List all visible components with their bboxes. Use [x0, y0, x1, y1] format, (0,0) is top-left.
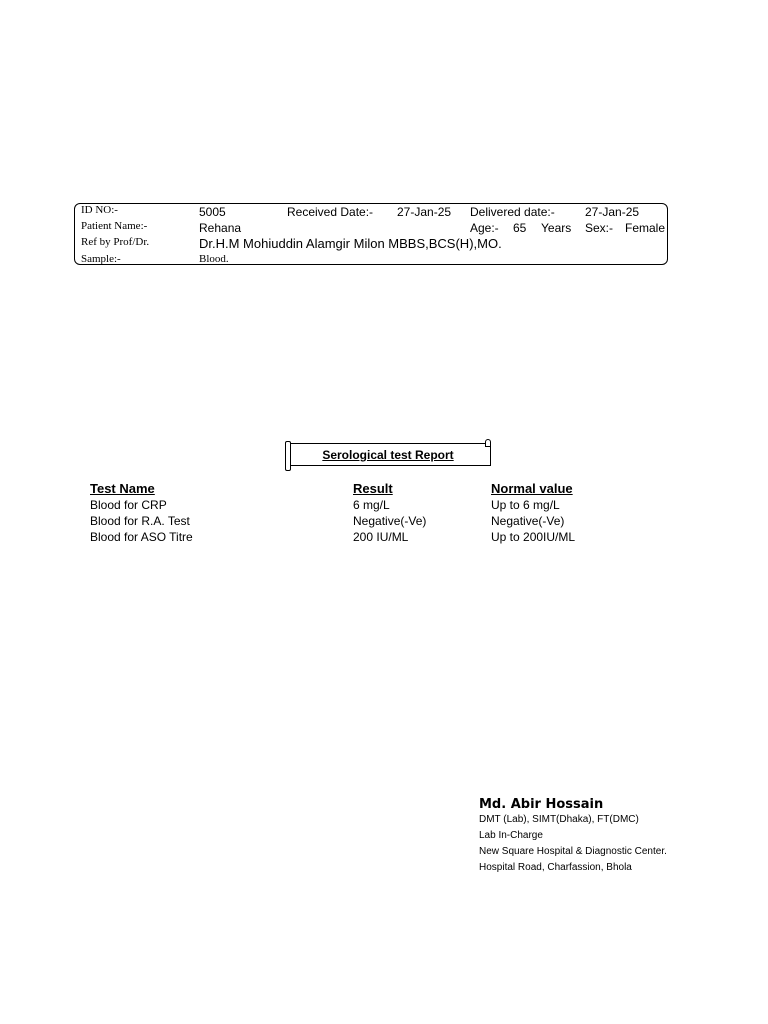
result-cell: 6 mg/L: [353, 498, 390, 512]
sex-value: Female: [625, 221, 666, 235]
normal-value-cell: Up to 200IU/ML: [491, 530, 576, 544]
received-date-label: Received Date:-: [287, 205, 374, 219]
id-label: ID NO:-: [81, 204, 118, 216]
id-value: 5005: [199, 205, 226, 219]
test-name-cell: Blood for ASO Titre: [90, 530, 193, 544]
header-test-name: Test Name: [90, 481, 155, 496]
signatory-address: Hospital Road, Charfassion, Bhola: [479, 862, 632, 873]
age-unit: Years: [541, 221, 572, 235]
sample-value: Blood.: [199, 253, 229, 265]
result-cell: 200 IU/ML: [353, 530, 409, 544]
sex-label: Sex:-: [585, 221, 614, 235]
result-cell: Negative(-Ve): [353, 514, 427, 528]
normal-value-cell: Negative(-Ve): [491, 514, 565, 528]
signatory-role: Lab In-Charge: [479, 830, 543, 841]
delivered-date-label: Delivered date:-: [470, 205, 555, 219]
test-name-cell: Blood for R.A. Test: [90, 514, 190, 528]
normal-value-cell: Up to 6 mg/L: [491, 498, 560, 512]
test-name-cell: Blood for CRP: [90, 498, 167, 512]
ref-doctor-value: Dr.H.M Mohiuddin Alamgir Milon MBBS,BCS(H),MO.: [199, 236, 502, 251]
patient-name-label: Patient Name:-: [81, 220, 148, 232]
signatory-qualifications: DMT (Lab), SIMT(Dhaka), FT(DMC): [479, 814, 639, 825]
delivered-date-value: 27-Jan-25: [585, 205, 640, 219]
report-title-banner: [285, 443, 491, 466]
header-result: Result: [353, 481, 393, 496]
report-title: Serological test Report: [322, 448, 454, 462]
age-value: 65: [513, 221, 527, 235]
patient-name-value: Rehana: [199, 221, 242, 235]
received-date-value: 27-Jan-25: [397, 205, 452, 219]
signatory-name: Md. Abir Hossain: [479, 797, 604, 812]
sample-label: Sample:-: [81, 253, 121, 265]
signatory-organization: New Square Hospital & Diagnostic Center.: [479, 846, 667, 857]
header-normal-value: Normal value: [491, 481, 573, 496]
age-label: Age:-: [470, 221, 499, 235]
ref-label: Ref by Prof/Dr.: [81, 236, 150, 248]
